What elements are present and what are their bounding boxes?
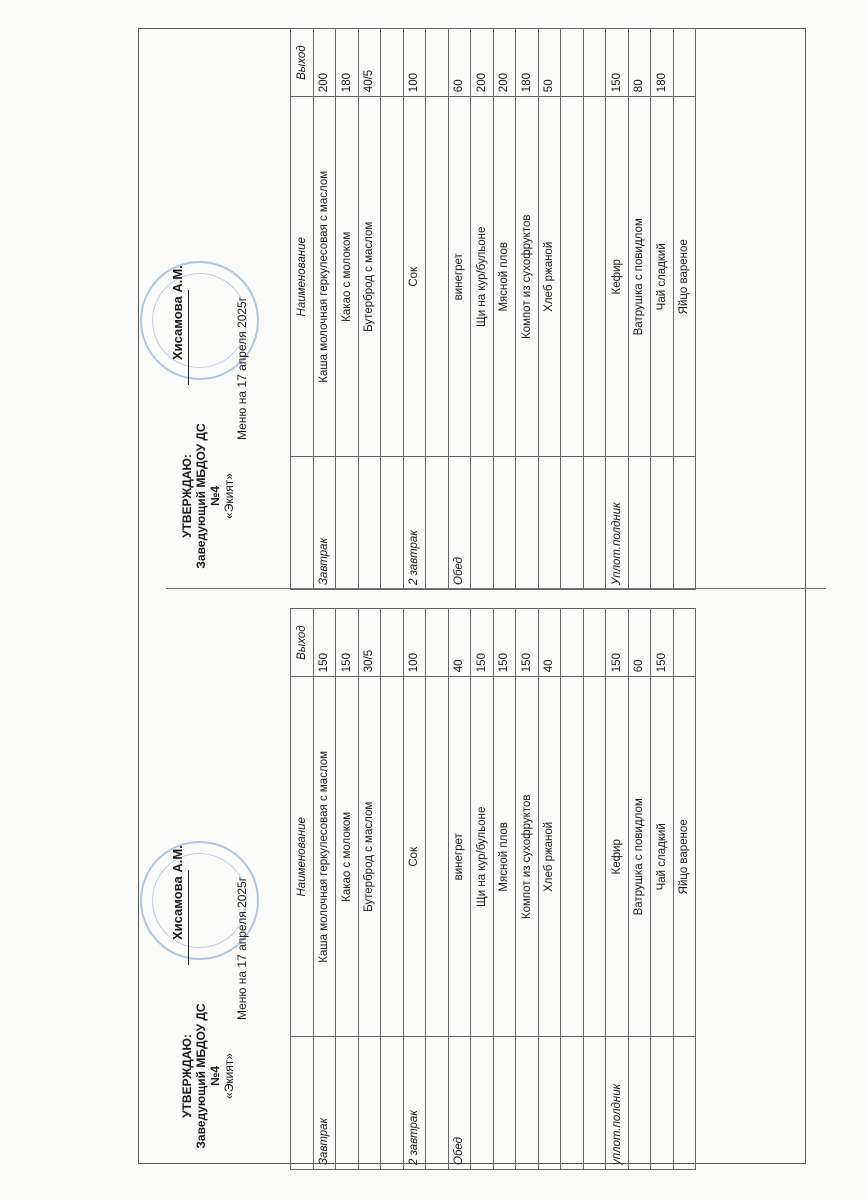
- dish-cell: Компот из сухофруктов: [516, 677, 539, 1037]
- table-row: [313, 29, 336, 590]
- output-cell: 100: [403, 609, 426, 677]
- table-row: [493, 609, 516, 1170]
- dish-cell: [583, 677, 606, 1037]
- dish-cell: Кефир: [606, 97, 629, 457]
- dish-cell: Щи на кур/бульоне: [471, 97, 494, 457]
- output-cell: [426, 609, 449, 677]
- output-cell: 50: [538, 29, 561, 97]
- table-row: [403, 29, 426, 590]
- approval-block: [180, 996, 236, 1156]
- meal-cell: 2 завтрак: [403, 457, 426, 590]
- table-row: [651, 29, 674, 590]
- approve-name: «Экият»: [222, 473, 236, 519]
- output-cell: 150: [516, 609, 539, 677]
- sheet-header: [160, 20, 305, 590]
- header-meal: [291, 457, 314, 590]
- meal-cell: [561, 1037, 584, 1170]
- header-output: Выход: [291, 29, 314, 97]
- dish-cell: [381, 677, 404, 1037]
- output-cell: 60: [448, 29, 471, 97]
- dish-cell: Чай сладкий: [651, 677, 674, 1037]
- dish-cell: Сок: [403, 677, 426, 1037]
- output-cell: 40/5: [358, 29, 381, 97]
- output-cell: [673, 29, 696, 97]
- dish-cell: [426, 677, 449, 1037]
- dish-cell: Чай сладкий: [651, 97, 674, 457]
- sheet-header: [160, 600, 305, 1170]
- table-row: [448, 29, 471, 590]
- output-cell: 150: [313, 609, 336, 677]
- output-cell: 150: [493, 609, 516, 677]
- output-cell: 200: [493, 29, 516, 97]
- table-row: [628, 29, 651, 590]
- table-row: [673, 29, 696, 590]
- dish-cell: Яйцо вареное: [673, 677, 696, 1037]
- output-cell: 180: [516, 29, 539, 97]
- table-row: [381, 609, 404, 1170]
- table-row: [583, 609, 606, 1170]
- meal-cell: [381, 1037, 404, 1170]
- table-row: [313, 609, 336, 1170]
- table-row: [516, 609, 539, 1170]
- dish-cell: Каша молочная геркулесовая с маслом: [313, 97, 336, 457]
- output-cell: 180: [651, 29, 674, 97]
- meal-cell: [538, 1037, 561, 1170]
- approve-title: УТВЕРЖДАЮ:: [180, 454, 194, 538]
- table-row: [358, 29, 381, 590]
- table-row: [538, 609, 561, 1170]
- approval-block: [180, 416, 236, 576]
- output-cell: [583, 609, 606, 677]
- meal-cell: [583, 457, 606, 590]
- output-cell: 80: [628, 29, 651, 97]
- dish-cell: Компот из сухофруктов: [516, 97, 539, 457]
- dish-cell: Сок: [403, 97, 426, 457]
- table-header-row: [291, 29, 314, 590]
- table-row: [561, 29, 584, 590]
- signature-line: [188, 870, 189, 965]
- output-cell: 30/5: [358, 609, 381, 677]
- dish-cell: винегрет: [448, 677, 471, 1037]
- approve-title: УТВЕРЖДАЮ:: [180, 1034, 194, 1118]
- output-cell: [381, 609, 404, 677]
- output-cell: 100: [403, 29, 426, 97]
- table-row: [358, 609, 381, 1170]
- meal-cell: [651, 1037, 674, 1170]
- output-cell: 200: [313, 29, 336, 97]
- table-row: [493, 29, 516, 590]
- dish-cell: Мясной плов: [493, 677, 516, 1037]
- output-cell: 150: [651, 609, 674, 677]
- output-cell: 150: [606, 29, 629, 97]
- meal-cell: уплот.полдник: [606, 1037, 629, 1170]
- dish-cell: Щи на кур/бульоне: [471, 677, 494, 1037]
- meal-cell: 2 завтрак: [403, 1037, 426, 1170]
- table-row: [606, 29, 629, 590]
- table-row: [651, 609, 674, 1170]
- dish-cell: [561, 97, 584, 457]
- menu-sheet-1: [160, 600, 760, 1170]
- output-cell: 150: [606, 609, 629, 677]
- dish-cell: Кефир: [606, 677, 629, 1037]
- meal-cell: [426, 1037, 449, 1170]
- output-cell: 200: [471, 29, 494, 97]
- table-row: [628, 609, 651, 1170]
- dish-cell: Хлеб ржаной: [538, 97, 561, 457]
- table-row: [471, 609, 494, 1170]
- header-meal: [291, 1037, 314, 1170]
- meal-cell: [583, 1037, 606, 1170]
- meal-cell: [358, 457, 381, 590]
- meal-cell: [426, 457, 449, 590]
- dish-cell: Ватрушка с повидлом: [628, 677, 651, 1037]
- output-cell: [583, 29, 606, 97]
- table-row: [516, 29, 539, 590]
- dish-cell: Яйцо вареное: [673, 97, 696, 457]
- output-cell: 150: [471, 609, 494, 677]
- menu-date: Меню на 17 апреля 2025г: [235, 876, 249, 1020]
- approve-org: Заведующий МБДОУ ДС №4: [194, 423, 222, 569]
- output-cell: 180: [336, 29, 359, 97]
- dish-cell: [561, 677, 584, 1037]
- header-name: Наименование: [291, 97, 314, 457]
- dish-cell: Бутерброд с маслом: [358, 677, 381, 1037]
- output-cell: [561, 609, 584, 677]
- dish-cell: винегрет: [448, 97, 471, 457]
- dish-cell: Каша молочная геркулесовая с маслом: [313, 677, 336, 1037]
- meal-cell: [471, 457, 494, 590]
- menu-table: [290, 608, 696, 1170]
- dish-cell: Ватрушка с повидлом: [628, 97, 651, 457]
- dish-cell: [583, 97, 606, 457]
- output-cell: 40: [448, 609, 471, 677]
- dish-cell: Мясной плов: [493, 97, 516, 457]
- output-cell: [426, 29, 449, 97]
- output-cell: 40: [538, 609, 561, 677]
- meal-cell: [673, 1037, 696, 1170]
- output-cell: 60: [628, 609, 651, 677]
- menu-table: [290, 28, 696, 590]
- meal-cell: [516, 1037, 539, 1170]
- dish-cell: [381, 97, 404, 457]
- table-row: [561, 609, 584, 1170]
- table-row: [403, 609, 426, 1170]
- meal-cell: [516, 457, 539, 590]
- menu-sheet-2: [160, 20, 760, 590]
- dish-cell: Бутерброд с маслом: [358, 97, 381, 457]
- output-cell: [381, 29, 404, 97]
- dish-cell: Какао с молоком: [336, 677, 359, 1037]
- table-row: [381, 29, 404, 590]
- meal-cell: Уплот.полдник: [606, 457, 629, 590]
- meal-cell: [358, 1037, 381, 1170]
- meal-cell: [493, 1037, 516, 1170]
- meal-cell: Обед: [448, 1037, 471, 1170]
- approve-name: «Экият»: [222, 1053, 236, 1099]
- signature-line: [188, 290, 189, 385]
- output-cell: [561, 29, 584, 97]
- meal-cell: [471, 1037, 494, 1170]
- approve-org: Заведующий МБДОУ ДС №4: [194, 1003, 222, 1149]
- meal-cell: [493, 457, 516, 590]
- table-row: [448, 609, 471, 1170]
- header-output: Выход: [291, 609, 314, 677]
- table-row: [606, 609, 629, 1170]
- meal-cell: [381, 457, 404, 590]
- meal-cell: [628, 457, 651, 590]
- table-row: [426, 29, 449, 590]
- dish-cell: [426, 97, 449, 457]
- meal-cell: Обед: [448, 457, 471, 590]
- meal-cell: [538, 457, 561, 590]
- table-row: [336, 609, 359, 1170]
- meal-cell: [336, 457, 359, 590]
- table-row: [538, 29, 561, 590]
- dish-cell: Хлеб ржаной: [538, 677, 561, 1037]
- table-row: [336, 29, 359, 590]
- meal-cell: [336, 1037, 359, 1170]
- signer-name: Хисамова А.М.: [170, 845, 185, 940]
- output-cell: [673, 609, 696, 677]
- meal-cell: Завтрак: [313, 1037, 336, 1170]
- table-row: [426, 609, 449, 1170]
- dish-cell: Какао с молоком: [336, 97, 359, 457]
- meal-cell: Завтрак: [313, 457, 336, 590]
- table-header-row: [291, 609, 314, 1170]
- meal-cell: [673, 457, 696, 590]
- table-row: [673, 609, 696, 1170]
- meal-cell: [628, 1037, 651, 1170]
- meal-cell: [651, 457, 674, 590]
- table-row: [471, 29, 494, 590]
- header-name: Наименование: [291, 677, 314, 1037]
- meal-cell: [561, 457, 584, 590]
- signer-name: Хисамова А.М.: [170, 265, 185, 360]
- output-cell: 150: [336, 609, 359, 677]
- menu-date: Меню на 17 апреля 2025г: [235, 296, 249, 440]
- table-row: [583, 29, 606, 590]
